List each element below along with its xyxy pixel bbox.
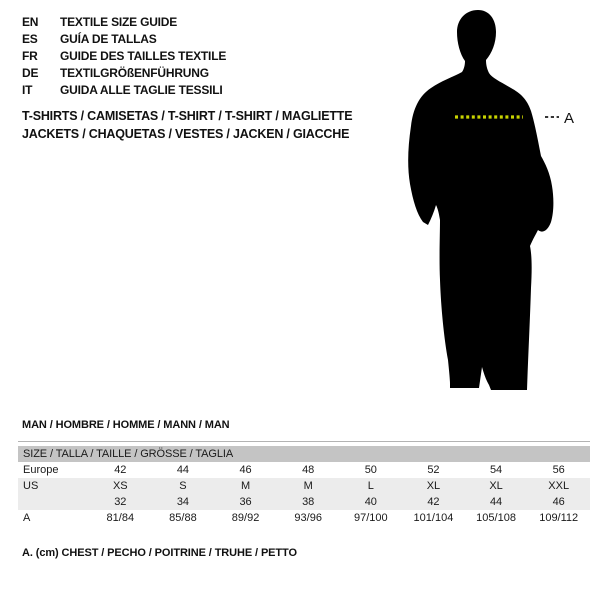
cell: 56: [552, 464, 565, 476]
language-label: GUIDE DES TAILLES TEXTILE: [60, 49, 227, 63]
row-label: US: [23, 480, 39, 492]
measure-label-a: A: [564, 110, 575, 127]
cell: 46: [239, 464, 252, 476]
language-list: [22, 14, 226, 99]
cell: 54: [489, 464, 503, 476]
cell: XL: [426, 480, 441, 492]
cell: 36: [239, 496, 252, 508]
table-row-us: [18, 478, 590, 494]
cell: L: [367, 480, 374, 492]
language-row-it: [22, 82, 226, 99]
man-silhouette: [408, 10, 553, 390]
cell: S: [179, 480, 187, 492]
language-code: IT: [22, 83, 33, 97]
size-table: [18, 441, 590, 526]
row-label: A: [23, 512, 31, 524]
cell: 89/92: [231, 512, 260, 524]
man-silhouette-figure: [405, 8, 590, 395]
cell: 40: [364, 496, 377, 508]
table-row-numeric: [18, 494, 590, 510]
language-row-de: [22, 65, 226, 82]
cell: 101/104: [413, 512, 454, 524]
cell: 32: [114, 496, 127, 508]
cell: XS: [112, 480, 128, 492]
cell: 44: [176, 464, 190, 476]
cell: 42: [114, 464, 127, 476]
cell: 93/96: [294, 512, 322, 524]
language-code: DE: [22, 66, 39, 80]
language-label: TEXTILGRÖßENFÜHRUNG: [60, 66, 209, 80]
language-code: ES: [22, 32, 38, 46]
cell: 50: [364, 464, 377, 476]
table-row-europe: [18, 462, 590, 478]
cell: 46: [552, 496, 565, 508]
product-line-tshirts: T-SHIRTS / CAMISETAS / T-SHIRT / T-SHIRT / MAGLIETTE: [22, 109, 353, 123]
cell: 42: [427, 496, 440, 508]
cell: 85/88: [169, 512, 197, 524]
language-row-en: [22, 14, 226, 31]
language-label: GUÍA DE TALLAS: [60, 32, 157, 46]
cell: 109/112: [539, 512, 579, 524]
cell: 48: [302, 464, 315, 476]
cell: M: [240, 480, 251, 492]
cell: 52: [427, 464, 440, 476]
product-types: [22, 107, 352, 143]
cell: 44: [489, 496, 503, 508]
cell: 97/100: [353, 512, 388, 524]
language-label: GUIDA ALLE TAGLIE TESSILI: [60, 83, 223, 97]
cell: 81/84: [106, 512, 135, 524]
cell: XXL: [548, 480, 570, 492]
cell: 105/108: [476, 512, 516, 524]
cell: 34: [176, 496, 190, 508]
section-title-man: MAN / HOMBRE / HOMME / MANN / MAN: [22, 419, 230, 431]
language-row-es: [22, 31, 226, 48]
size-table-header: SIZE / TALLA / TAILLE / GRÖSSE / TAGLIA: [18, 446, 590, 462]
measurement-footnote: A. (cm) CHEST / PECHO / POITRINE / TRUHE / PETTO: [22, 547, 297, 559]
table-row-chest-a: [18, 510, 590, 526]
language-label: TEXTILE SIZE GUIDE: [60, 15, 178, 29]
table-top-rule: [18, 441, 590, 442]
row-label: [18, 494, 89, 510]
cell: 38: [302, 496, 315, 508]
product-line-jackets: JACKETS / CHAQUETAS / VESTES / JACKEN / GIACCHE: [22, 127, 350, 141]
language-row-fr: [22, 48, 226, 65]
language-code: EN: [22, 15, 39, 29]
cell: XL: [489, 480, 503, 492]
language-code: FR: [22, 49, 38, 63]
row-label: Europe: [23, 464, 59, 476]
cell: M: [303, 480, 313, 492]
